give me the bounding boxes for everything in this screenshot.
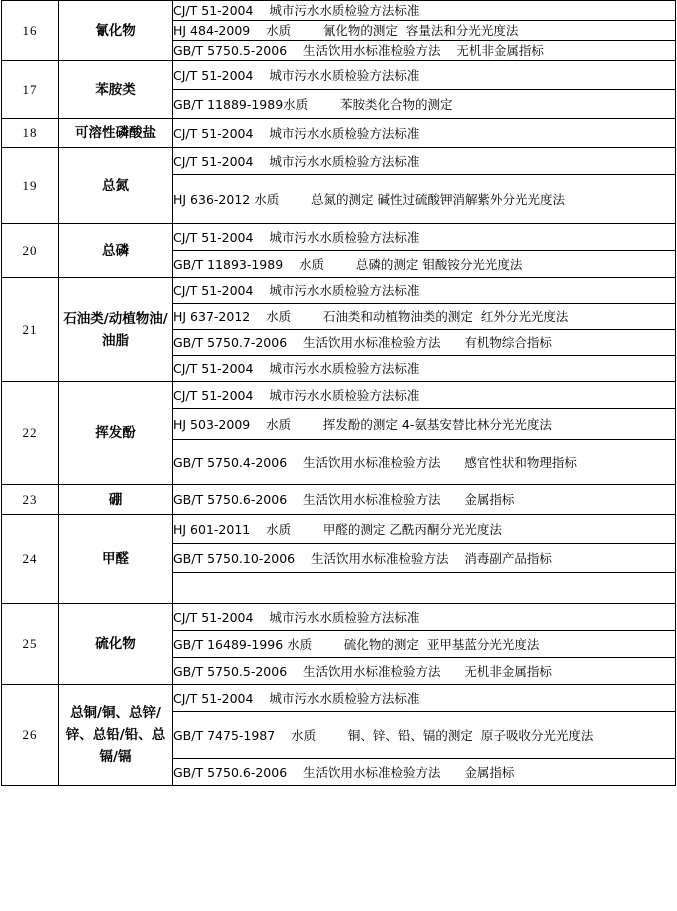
method-cell [173,409,676,440]
parameter-name [59,1,173,61]
water-quality-standards-table [1,0,676,786]
parameter-name-text: 硫化物 [95,636,136,652]
method-cell [173,1,676,21]
method-cell [173,119,676,148]
parameter-name-text: 氰化物 [95,22,136,39]
method-cell [173,41,676,61]
method-text: CJ/T 51-2004 城市污水水质检验方法标准 [173,153,420,169]
method-cell [173,382,676,409]
method-text: HJ 503-2009 水质 挥发酚的测定 4-氨基安替比林分光光度法 [173,416,552,432]
table-row [2,485,676,515]
table-row [2,148,676,175]
method-text: GB/T 16489-1996 水质 硫化物的测定 亚甲基蓝分光光度法 [173,636,540,652]
method-text: GB/T 11889-1989水质 苯胺类化合物的测定 [173,96,453,112]
method-text: HJ 637-2012 水质 石油类和动植物油类的测定 红外分光光度法 [173,309,569,324]
parameter-name [59,382,173,485]
method-text: GB/T 5750.5-2006 生活饮用水标准检验方法 无机非金属指标 [173,663,552,679]
row-index: 24 [2,515,59,604]
parameter-name [59,119,173,148]
table-row [2,1,676,21]
table-row [2,61,676,90]
method-cell [173,685,676,712]
parameter-name [59,278,173,382]
method-cell [173,712,676,759]
parameter-name-text: 苯胺类 [95,81,136,98]
row-index: 22 [2,382,59,485]
table-body [2,1,676,786]
parameter-name-text: 甲醛 [102,551,129,567]
parameter-name [59,515,173,604]
method-cell [173,485,676,515]
method-text: GB/T 11893-1989 水质 总磷的测定 钼酸铵分光光度法 [173,256,523,272]
method-cell [173,604,676,631]
method-cell [173,658,676,685]
table-row [2,224,676,251]
method-cell [173,90,676,119]
method-text: GB/T 5750.4-2006 生活饮用水标准检验方法 感官性状和物理指标 [173,454,577,470]
parameter-name-text: 总铜/铜、总锌/锌、总铅/铅、总镉/镉 [65,705,166,765]
row-index: 17 [2,61,59,119]
method-text: CJ/T 51-2004 城市污水水质检验方法标准 [173,690,420,706]
parameter-name [59,685,173,786]
row-index: 16 [2,1,59,61]
method-text: CJ/T 51-2004 城市污水水质检验方法标准 [173,67,420,83]
table-row [2,119,676,148]
method-text: GB/T 5750.7-2006 生活饮用水标准检验方法 有机物综合指标 [173,335,552,350]
table-row [2,685,676,712]
row-index: 20 [2,224,59,278]
row-index: 21 [2,278,59,382]
method-cell [173,21,676,41]
method-cell [173,278,676,304]
method-cell-empty [173,573,676,604]
table-row [2,604,676,631]
parameter-name-text: 总氮 [102,177,129,194]
parameter-name [59,148,173,224]
method-text: HJ 601-2011 水质 甲醛的测定 乙酰丙酮分光光度法 [173,521,502,537]
parameter-name [59,224,173,278]
row-index: 25 [2,604,59,685]
method-cell [173,544,676,573]
parameter-name-text: 挥发酚 [95,425,136,441]
method-text: HJ 636-2012 水质 总氮的测定 碱性过硫酸钾消解紫外分光光度法 [173,191,565,207]
parameter-name [59,485,173,515]
method-cell [173,759,676,786]
method-text: GB/T 5750.10-2006 生活饮用水标准检验方法 消毒副产品指标 [173,550,552,566]
row-index: 18 [2,119,59,148]
table-row [2,515,676,544]
method-text: CJ/T 51-2004 城市污水水质检验方法标准 [173,283,420,298]
parameter-name-text: 可溶性磷酸盐 [75,125,156,141]
method-text: CJ/T 51-2004 城市污水水质检验方法标准 [173,3,420,18]
method-cell [173,515,676,544]
method-text: CJ/T 51-2004 城市污水水质检验方法标准 [173,361,420,376]
method-cell [173,224,676,251]
table-row [2,382,676,409]
method-cell [173,175,676,224]
method-text: CJ/T 51-2004 城市污水水质检验方法标准 [173,609,420,625]
method-cell [173,251,676,278]
method-cell [173,330,676,356]
method-text: CJ/T 51-2004 城市污水水质检验方法标准 [173,229,420,245]
row-index: 23 [2,485,59,515]
method-cell [173,304,676,330]
method-cell [173,440,676,485]
method-text: GB/T 5750.6-2006 生活饮用水标准检验方法 金属指标 [173,492,515,507]
method-text: GB/T 5750.5-2006 生活饮用水标准检验方法 无机非金属指标 [173,43,544,58]
method-text: CJ/T 51-2004 城市污水水质检验方法标准 [173,125,420,141]
method-cell [173,356,676,382]
parameter-name [59,61,173,119]
method-cell [173,631,676,658]
method-text: GB/T 7475-1987 水质 铜、锌、铅、镉的测定 原子吸收分光光度法 [173,727,594,743]
parameter-name-text: 石油类/动植物油/油脂 [63,310,168,349]
method-text: GB/T 5750.6-2006 生活饮用水标准检验方法 金属指标 [173,764,515,780]
row-index: 26 [2,685,59,786]
parameter-name [59,604,173,685]
parameter-name-text: 总磷 [102,242,129,259]
method-text: HJ 484-2009 水质 氰化物的测定 容量法和分光光度法 [173,23,519,38]
row-index: 19 [2,148,59,224]
parameter-name-text: 硼 [108,491,123,508]
method-text: CJ/T 51-2004 城市污水水质检验方法标准 [173,387,420,403]
method-cell [173,61,676,90]
table-row [2,278,676,304]
method-cell [173,148,676,175]
